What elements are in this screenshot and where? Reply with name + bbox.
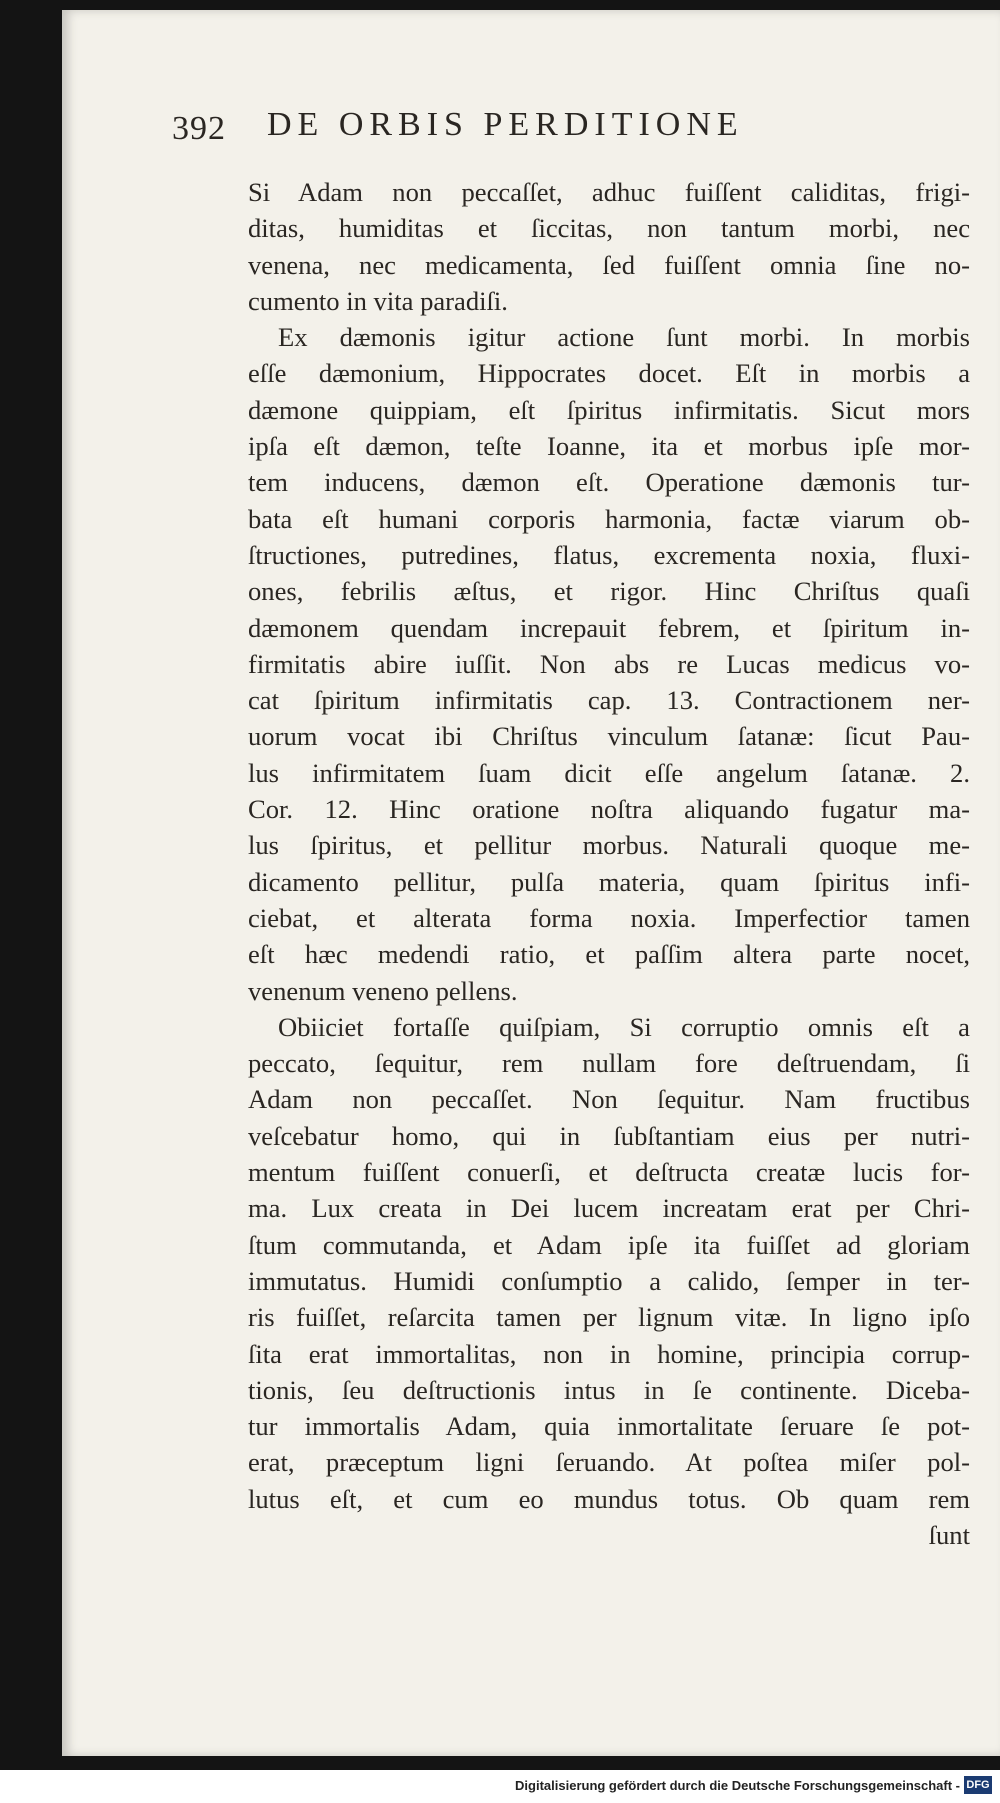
text-line: immutatus. Humidi conſumptio a calido, ſemper in ter- [248,1265,970,1296]
digitization-footer [0,1770,1000,1803]
text-line: lus infirmitatem ſuam dicit eſſe angelum ſatanæ. 2. [248,757,970,788]
text-line: peccato, ſequitur, rem nullam fore deſtruendam, ſi [248,1048,970,1079]
text-line: Ex dæmonis igitur actione ſunt morbi. In morbis [278,322,970,353]
text-line: dæmonem quendam increpauit febrem, et ſpiritum in- [248,612,970,643]
text-line: Obiiciet fortaſſe quiſpiam, Si corruptio omnis eſt a [278,1011,970,1042]
body-text [248,174,970,1553]
text-line: dicamento pellitur, pulſa materia, quam ſpiritus infi- [248,866,970,897]
text-line: tem inducens, dæmon eſt. Operatione dæmonis tur- [248,467,970,498]
text-line: tionis, ſeu deſtructionis intus in ſe continente. Diceba- [248,1374,970,1405]
text-line: uorum vocat ibi Chriſtus vinculum ſatanæ: ſicut Pau- [248,721,970,752]
text-line: ma. Lux creata in Dei lucem increatam erat per Chri- [248,1193,970,1224]
text-line: bata eſt humani corporis harmonia, factæ viarum ob- [248,503,970,534]
text-line: veſcebatur homo, qui in ſubſtantiam eius per nutri- [248,1120,970,1151]
text-line: Cor. 12. Hinc oratione noſtra aliquando fugatur ma- [248,794,970,825]
text-line: venena, nec medicamenta, ſed fuiſſent omnia ſine no- [248,249,970,280]
text-line: mentum fuiſſent conuerſi, et deſtructa creatæ lucis for- [248,1157,970,1188]
text-line: dæmone quippiam, eſt ſpiritus infirmitatis. Sicut mors [248,394,970,425]
text-line: cat ſpiritum infirmitatis cap. 13. Contractionem ner- [248,685,970,716]
text-line: ſtructiones, putredines, flatus, excrementa noxia, fluxi- [248,539,970,570]
text-line: eſt hæc medendi ratio, et paſſim altera parte nocet, [248,939,970,970]
text-line: erat, præceptum ligni ſeruando. At poſtea miſer pol- [248,1447,970,1478]
text-line: ipſa eſt dæmon, teſte Ioanne, ita et morbus ipſe mor- [248,431,970,462]
text-line: lutus eſt, et cum eo mundus totus. Ob quam rem [248,1483,970,1514]
scan-bottom-border [0,1756,1000,1770]
text-line: tur immortalis Adam, quia inmortalitate ſeruare ſe pot- [248,1411,970,1442]
page-header [172,106,872,156]
text-line: cumento in vita paradiſi. [248,285,508,316]
text-line: ſita erat immortalitas, non in homine, principia corrup- [248,1338,970,1369]
running-head: DE ORBIS PERDITIONE [267,106,744,143]
page-number: 392 [172,110,226,147]
text-line: ciebat, et alterata forma noxia. Imperfectior tamen [248,902,970,933]
catchword: ſunt [928,1519,970,1550]
dfg-logo-icon: DFG [964,1776,992,1794]
funding-credit: Digitalisierung gefördert durch die Deutsche Forschungsgemeinschaft - [515,1778,960,1793]
text-line: ditas, humiditas et ſiccitas, non tantum morbi, nec [248,213,970,244]
text-line: eſſe dæmonium, Hippocrates docet. Eſt in morbis a [248,358,970,389]
text-line: ones, febrilis æſtus, et rigor. Hinc Chriſtus quaſi [248,576,970,607]
text-line: ris fuiſſet, reſarcita tamen per lignum vitæ. In ligno ipſo [248,1302,970,1333]
text-line: Adam non peccaſſet. Non ſequitur. Nam fructibus [248,1084,970,1115]
text-line: firmitatis abire iuſſit. Non abs re Lucas medicus vo- [248,648,970,679]
scan-left-border [0,0,62,1770]
text-line: venenum veneno pellens. [248,975,518,1006]
text-line: Si Adam non peccaſſet, adhuc fuiſſent caliditas, frigi- [248,177,970,207]
text-line: ſtum commutanda, et Adam ipſe ita fuiſſet ad gloriam [248,1229,970,1260]
text-line: lus ſpiritus, et pellitur morbus. Naturali quoque me- [248,830,970,861]
scan-top-border [0,0,1000,10]
